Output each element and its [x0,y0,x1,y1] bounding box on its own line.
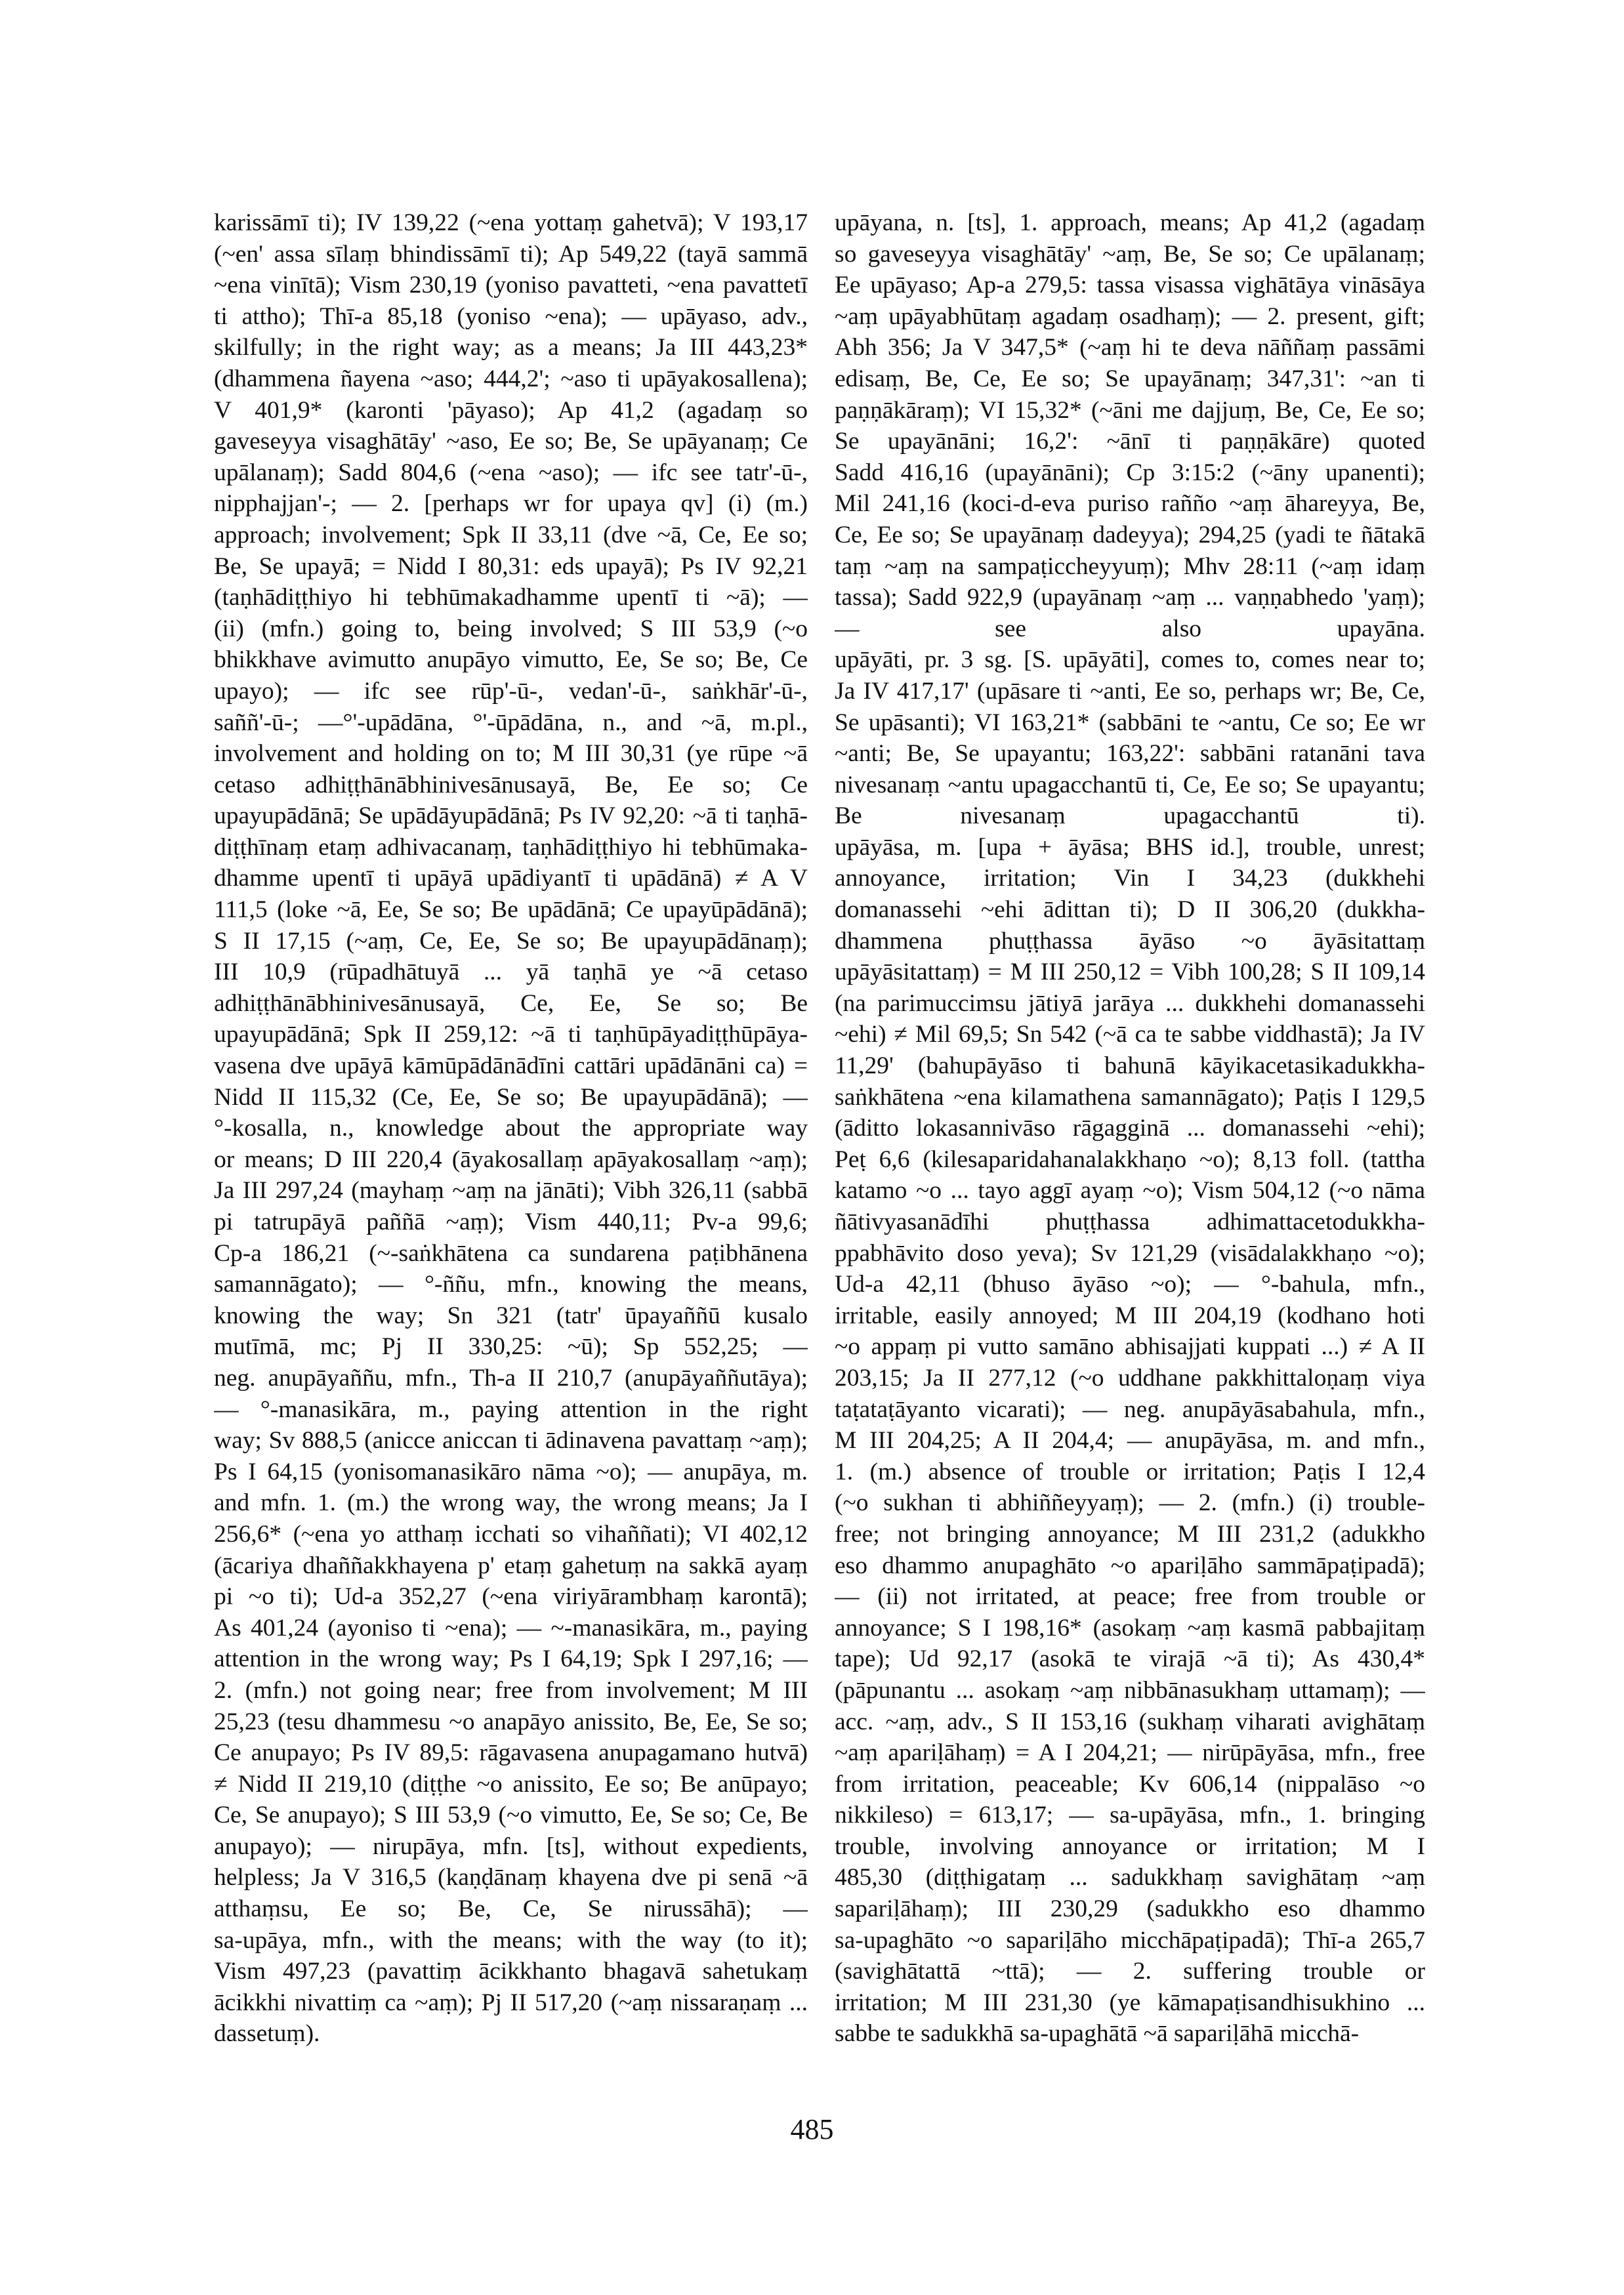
text-line: taṭataṭāyanto vicarati); — neg. anupāyāsabahula, mfn., [835,1396,1425,1423]
text-line: Nidd II 115,32 (Ce, Ee, Se so; Be upayupādānā); — [214,1083,808,1111]
page-number: 485 [790,2113,834,2145]
text-line: adhiṭṭhānābhinivesānusayā, Ce, Ee, Se so; Be [214,989,808,1017]
text-line: irritable, easily annoyed; M III 204,19 (kodhano hoti [835,1302,1425,1329]
text-line: helpless; Ja V 316,5 (kaṇḍānaṃ khayena dve pi senā ~ā [214,1864,808,1892]
text-line: dhamme upentī ti upāyā upādiyantī ti upādānā) ≠ A V [214,865,808,892]
text-line: approach; involvement; Spk II 33,11 (dve ~ā, Ce, Ee so; [214,521,808,548]
text-line: ppabhāvito doso yeva); Sv 121,29 (visādalakkhaṇo ~o); [835,1239,1425,1267]
text-line: vasena dve upāyā kāmūpādānādīni cattāri upādānāni ca) = [214,1052,808,1080]
text-line: saññ'-ū-; —°'-upādāna, °'-ūpādāna, n., and ~ā, m.pl., [214,709,808,736]
text-line: (ācariya dhaññakkhayena p' etaṃ gahetuṃ na sakkā ayaṃ [214,1552,808,1579]
text-line: 11,29' (bahupāyāso ti bahunā kāyikacetasikadukkha- [835,1052,1425,1080]
text-line: Ce, Se anupayo); S III 53,9 (~o vimutto, Ee, Se so; Ce, Be [214,1802,808,1829]
text-line: knowing the way; Sn 321 (tatr' ūpayaññū kusalo [214,1302,808,1329]
text-line: As 401,24 (ayoniso ti ~ena); — ~-manasikāra, m., paying [214,1614,808,1642]
text-line: upālanaṃ); Sadd 804,6 (~ena ~aso); — ifc see tatr'-ū-, [214,459,808,486]
text-line: 256,6* (~ena yo atthaṃ icchati so vihaññati); VI 402,12 [214,1520,808,1548]
text-line: cetaso adhiṭṭhānābhinivesānusayā, Be, Ee so; Ce [214,771,808,798]
text-line: Ee upāyaso; Ap-a 279,5: tassa visassa vighātāya vināsāya [835,272,1425,299]
text-line: and mfn. 1. (m.) the wrong way, the wrong means; Ja I [214,1489,808,1517]
text-line: upāyana, n. [ts], 1. approach, means; Ap 41,2 (agadaṃ [835,209,1425,236]
text-line: tassa); Sadd 922,9 (upayānaṃ ~aṃ ... vaṇṇabhedo 'yaṃ); [835,584,1425,611]
text-line: Ps I 64,15 (yonisomanasikāro nāma ~o); — anupāya, m. [214,1458,808,1485]
text-line: bhikkhave avimutto anupāyo vimutto, Ee, Se so; Be, Ce [214,646,808,674]
text-line: V 401,9* (karonti 'pāyaso); Ap 41,2 (agadaṃ so [214,396,808,424]
text-line: ñātivyasanādīhi phuṭṭhassa adhimattacetodukkha- [835,1209,1425,1235]
text-line: 1. (m.) absence of trouble or irritation; Paṭis I 12,4 [835,1458,1425,1485]
text-line: 25,23 (tesu dhammesu ~o anapāyo anissito, Be, Ee, Se so; [214,1708,808,1735]
text-line: °-kosalla, n., knowledge about the appropriate way [214,1115,808,1142]
text-line: 203,15; Ja II 277,12 (~o uddhane pakkhittaloṇaṃ viya [835,1364,1425,1392]
text-line: upayupādānā; Spk II 259,12: ~ā ti taṇhūpāyadiṭṭhūpāya- [214,1021,808,1048]
text-line: (āditto lokasannivāso rāgagginā ... domanassehi ~ehi); [835,1115,1425,1142]
text-line: trouble, involving annoyance or irritation; M I [835,1832,1425,1860]
text-line: eso dhammo anupaghāto ~o apariḷāho sammāpaṭipadā); [835,1552,1425,1579]
text-line: Be, Se upayā; = Nidd I 80,31: eds upayā); Ps IV 92,21 [214,552,808,580]
right-column [835,207,1425,2050]
text-line: 485,30 (diṭṭhigataṃ ... sadukkhaṃ savighātaṃ ~aṃ [835,1864,1425,1892]
text-line: paṇṇākāraṃ); VI 15,32* (~āni me dajjuṃ, Be, Ce, Ee so; [835,396,1425,424]
text-line: annoyance, irritation; Vin I 34,23 (dukkhehi [835,865,1425,892]
left-column [214,207,808,2050]
text-line: (taṇhādiṭṭhiyo hi tebhūmakadhamme upentī ti ~ā); — [214,584,808,611]
text-line: Mil 241,16 (koci-d-eva puriso rañño ~aṃ āhareyya, Be, [835,490,1425,518]
text-line: ~anti; Be, Se upayantu; 163,22': sabbāni ratanāni tava [835,740,1425,768]
text-line: or means; D III 220,4 (āyakosallaṃ apāyakosallaṃ ~aṃ); [214,1146,808,1173]
text-line: — see also upayāna. [835,615,1425,642]
text-line: (na parimuccimsu jātiyā jarāya ... dukkhehi domanassehi [835,989,1425,1017]
text-line: anupayo); — nirupāya, mfn. [ts], without expedients, [214,1832,808,1860]
text-line: (pāpunantu ... asokaṃ ~aṃ nibbānasukhaṃ uttamaṃ); — [835,1676,1425,1704]
text-line: from irritation, peaceable; Kv 606,14 (nippalāso ~o [835,1770,1425,1798]
text-line: samannāgato); — °-ññu, mfn., knowing the means, [214,1271,808,1298]
text-line: ≠ Nidd II 219,10 (diṭṭhe ~o anissito, Ee so; Be anūpayo; [214,1770,808,1798]
text-line: edisaṃ, Be, Ce, Ee so; Se upayānaṃ; 347,31': ~an ti [835,365,1425,392]
text-line: way; Sv 888,5 (anicce aniccan ti ādinavena pavattaṃ ~aṃ); [214,1427,808,1455]
text-line: so gaveseyya visaghātāy' ~aṃ, Be, Se so; Ce upālanaṃ; [835,240,1425,268]
text-line: (~o sukhan ti abhiññeyyaṃ); — 2. (mfn.) (i) trouble- [835,1489,1425,1517]
text-line: dassetuṃ). [214,2020,320,2048]
text-line: — (ii) not irritated, at peace; free from trouble or [835,1583,1425,1611]
text-line: (dhammena ñayena ~aso; 444,2'; ~aso ti upāyakosallena); [214,365,808,392]
text-line: — °-manasikāra, m., paying attention in the right [214,1396,808,1423]
text-line: involvement and holding on to; M III 30,31 (ye rūpe ~ā [214,740,808,768]
text-line: upāyāti, pr. 3 sg. [S. upāyāti], comes to, comes near to; [835,646,1425,674]
text-line: sabbe te sadukkhā sa-upaghātā ~ā sapariḷāhā micchā- [835,2020,1360,2048]
text-line: ~ehi) ≠ Mil 69,5; Sn 542 (~ā ca te sabbe viddhastā); Ja IV [835,1021,1425,1048]
text-line: saṅkhātena ~ena kilamathena samannāgato); Paṭis I 129,5 [835,1083,1425,1111]
text-line: irritation; M III 231,30 (ye kāmapaṭisandhisukhino ... [835,1989,1425,2016]
text-line: ācikkhi nivattiṃ ca ~aṃ); Pj II 517,20 (~aṃ nissaraṇaṃ ... [214,1989,808,2016]
text-line: attention in the wrong way; Ps I 64,19; Spk I 297,16; — [214,1645,808,1673]
text-line: Ja IV 417,17' (upāsare ti ~anti, Ee so, perhaps wr; Be, Ce, [835,677,1425,705]
text-line: (~en' assa sīlaṃ bhindissāmī ti); Ap 549,22 (tayā sammā [214,240,808,268]
text-line: nipphajjan'-; — 2. [perhaps wr for upaya qv] (i) (m.) [214,490,808,518]
text-line: neg. anupāyaññu, mfn., Th-a II 210,7 (anupāyaññutāya); [214,1364,808,1392]
text-line: upayo); — ifc see rūp'-ū-, vedan'-ū-, saṅkhār'-ū-, [214,677,808,705]
text-line: gaveseyya visaghātāy' ~aso, Ee so; Be, Se upāyanaṃ; Ce [214,428,808,455]
text-line: upayupādānā; Se upādāyupādānā; Ps IV 92,20: ~ā ti taṇhā- [214,802,808,830]
text-line: Ud-a 42,11 (bhuso āyāso ~o); — °-bahula, mfn., [835,1271,1425,1298]
text-line: Vism 497,23 (pavattiṃ ācikkhanto bhagavā sahetukaṃ [214,1958,808,1985]
text-line: taṃ ~aṃ na sampaṭiccheyyuṃ); Mhv 28:11 (~aṃ idaṃ [835,552,1425,580]
text-line: 2. (mfn.) not going near; free from involvement; M III [214,1676,808,1704]
text-line: nivesanaṃ ~antu upagacchantū ti, Ce, Ee so; Se upayantu; [835,771,1425,798]
text-line: III 10,9 (rūpadhātuyā ... yā taṇhā ye ~ā cetaso [214,959,808,986]
text-line: upāyāsa, m. [upa + āyāsa; BHS id.], trouble, unrest; [835,833,1425,861]
text-line: upāyāsitattaṃ) = M III 250,12 = Vibh 100,28; S II 109,14 [835,959,1425,986]
text-line: Abh 356; Ja V 347,5* (~aṃ hi te deva nāññaṃ passāmi [835,334,1425,362]
text-line: acc. ~aṃ, adv., S II 153,16 (sukhaṃ viharati avighātaṃ [835,1708,1425,1735]
text-line: katamo ~o ... tayo aggī ayaṃ ~o); Vism 504,12 (~o nāma [835,1177,1425,1205]
text-line: atthaṃsu, Ee so; Be, Ce, Se nirussāhā); — [214,1895,808,1923]
text-line: sa-upāya, mfn., with the means; with the way (to it); [214,1926,808,1954]
text-line: Ce, Ee so; Se upayānaṃ dadeyya); 294,25 (yadi te ñātakā [835,521,1425,548]
text-line: dhammena phuṭṭhassa āyāso ~o āyāsitattaṃ [835,927,1425,955]
text-line: mutīmā, mc; Pj II 330,25: ~ū); Sp 552,25; — [214,1333,808,1361]
text-line: domanassehi ~ehi ādittan ti); D II 306,20 (dukkha- [835,896,1425,924]
text-line: sapariḷāhaṃ); III 230,29 (sadukkho eso dhammo [835,1895,1425,1923]
text-line: ~ena vinītā); Vism 230,19 (yoniso pavatteti, ~ena pavattetī [214,272,808,299]
text-line: sa-upaghāto ~o sapariḷāho micchāpaṭipadā); Thī-a 265,7 [835,1926,1425,1954]
text-line: Ce anupayo; Ps IV 89,5: rāgavasena anupagamano hutvā) [214,1739,808,1767]
text-line: Cp-a 186,21 (~-saṅkhātena ca sundarena paṭibhānena [214,1239,808,1267]
text-line: ~o appaṃ pi vutto samāno abhisajjati kuppati ...) ≠ A II [835,1333,1425,1361]
text-line: free; not bringing annoyance; M III 231,2 (adukkho [835,1520,1425,1548]
text-line: pi tatrupāyā paññā ~aṃ); Vism 440,11; Pv-a 99,6; [214,1209,808,1235]
text-line: karissāmī ti); IV 139,22 (~ena yottaṃ gahetvā); V 193,17 [214,209,808,236]
text-line: annoyance; S I 198,16* (asokaṃ ~aṃ kasmā pabbajitaṃ [835,1614,1425,1642]
text-line: Peṭ 6,6 (kilesaparidahanalakkhaṇo ~o); 8,13 foll. (tattha [835,1146,1425,1173]
text-line: 111,5 (loke ~ā, Ee, Se so; Be upādānā; Ce upayūpādānā); [214,896,808,924]
text-line: ti attho); Thī-a 85,18 (yoniso ~ena); — upāyaso, adv., [214,302,808,330]
text-line: Se upāsanti); VI 163,21* (sabbāni te ~antu, Ce so; Ee wr [835,709,1425,736]
text-line: S II 17,15 (~aṃ, Ce, Ee, Se so; Be upayupādānaṃ); [214,927,808,955]
text-line: tape); Ud 92,17 (asokā te virajā ~ā ti); As 430,4* [835,1645,1425,1673]
text-line: Sadd 416,16 (upayānāni); Cp 3:15:2 (~āny upanenti); [835,459,1425,486]
text-line: (savighātattā ~ttā); — 2. suffering trouble or [835,1958,1425,1985]
text-line: M III 204,25; A II 204,4; — anupāyāsa, m. and mfn., [835,1427,1425,1455]
text-line: Be nivesanaṃ upagacchantū ti). [835,802,1425,830]
text-line: skilfully; in the right way; as a means; Ja III 443,23* [214,334,808,362]
text-line: ~aṃ apariḷāhaṃ) = A I 204,21; — nirūpāyāsa, mfn., free [835,1739,1425,1767]
text-line: (ii) (mfn.) going to, being involved; S III 53,9 (~o [214,615,808,642]
text-line: Ja III 297,24 (mayhaṃ ~aṃ na jānāti); Vibh 326,11 (sabbā [214,1177,808,1205]
text-line: pi ~o ti); Ud-a 352,27 (~ena viriyārambhaṃ karontā); [214,1583,808,1611]
text-line: Se upayānāni; 16,2': ~ānī ti paṇṇākāre) quoted [835,428,1425,455]
text-line: nikkileso) = 613,17; — sa-upāyāsa, mfn., 1. bringing [835,1802,1425,1829]
text-line: diṭṭhīnaṃ etaṃ adhivacanaṃ, taṇhādiṭṭhiyo hi tebhūmaka- [214,833,808,861]
text-line: ~aṃ upāyabhūtaṃ agadaṃ osadhaṃ); — 2. present, gift; [835,302,1425,330]
